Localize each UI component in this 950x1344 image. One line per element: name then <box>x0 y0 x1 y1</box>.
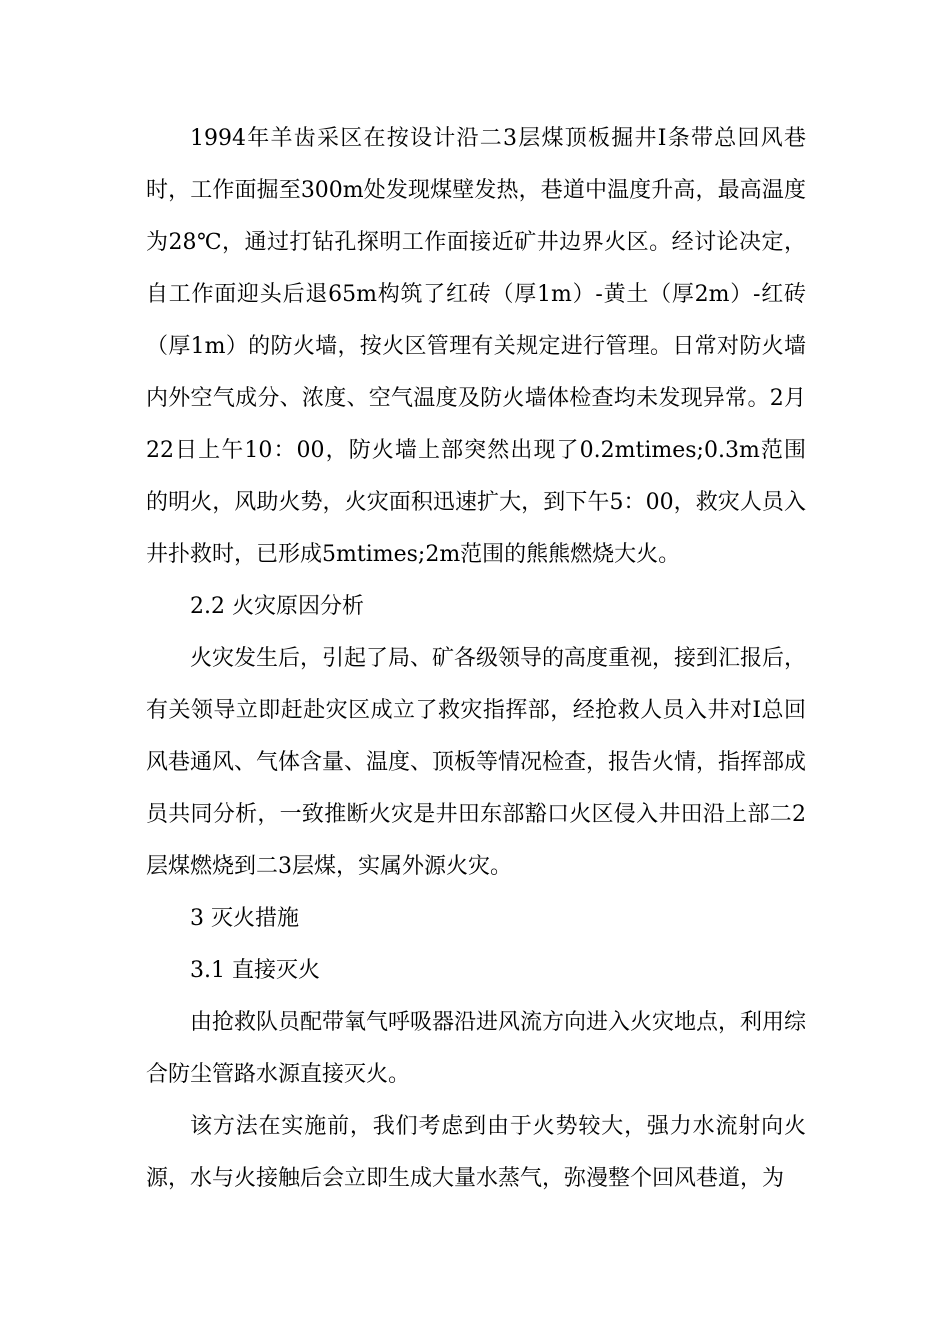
paragraph-fire-incident: 1994年羊齿采区在按设计沿二3层煤顶板掘井I条带总回风巷时，工作面掘至300m处发现煤壁发热，巷道中温度升高，最高温度为28℃，通过打钻孔探明工作面接近矿井边界火区。经讨论决定，自工作面迎头后退65m构筑了红砖（厚1m）-黄土（厚2m）-红砖（厚1m）的防火墙，按火区管理有关规定进行管理。日常对防火墙内外空气成分、浓度、空气温度及防火墙体检查均未发现异常。2月22日上午10：00，防火墙上部突然出现了0.2mtimes;0.3m范围的明火，风助火势，火灾面积迅速扩大，到下午5：00，救灾人员入井扑救时，已形成5mtimes;2m范围的熊熊燃烧大火。 <box>146 126 806 567</box>
paragraph-direct-extinguish: 由抢救队员配带氧气呼吸器沿进风流方向进入火灾地点，利用综合防尘管路水源直接灭火。 <box>146 1010 807 1087</box>
section-heading-3: 3 灭火措施 <box>190 906 299 931</box>
section-heading-3-1: 3.1 直接灭火 <box>190 958 320 983</box>
paragraph-cause-analysis: 火灾发生后，引起了局、矿各级领导的高度重视，接到汇报后，有关领导立即赶赴灾区成立了救灾指挥部，经抢救人员入井对I总回风巷通风、气体含量、温度、顶板等情况检查，报告火情，指挥部成员共同分析，一致推断火灾是井田东部豁口火区侵入井田沿上部二2层煤燃烧到二3层煤，实属外源火灾。 <box>146 646 807 879</box>
section-heading-2-2: 2.2 火灾原因分析 <box>190 594 364 619</box>
document-body <box>146 113 806 1205</box>
paragraph-method-considerations: 该方法在实施前，我们考虑到由于火势较大，强力水流射向火源，水与火接触后会立即生成大量水蒸气，弥漫整个回风巷道，为 <box>146 1114 806 1191</box>
